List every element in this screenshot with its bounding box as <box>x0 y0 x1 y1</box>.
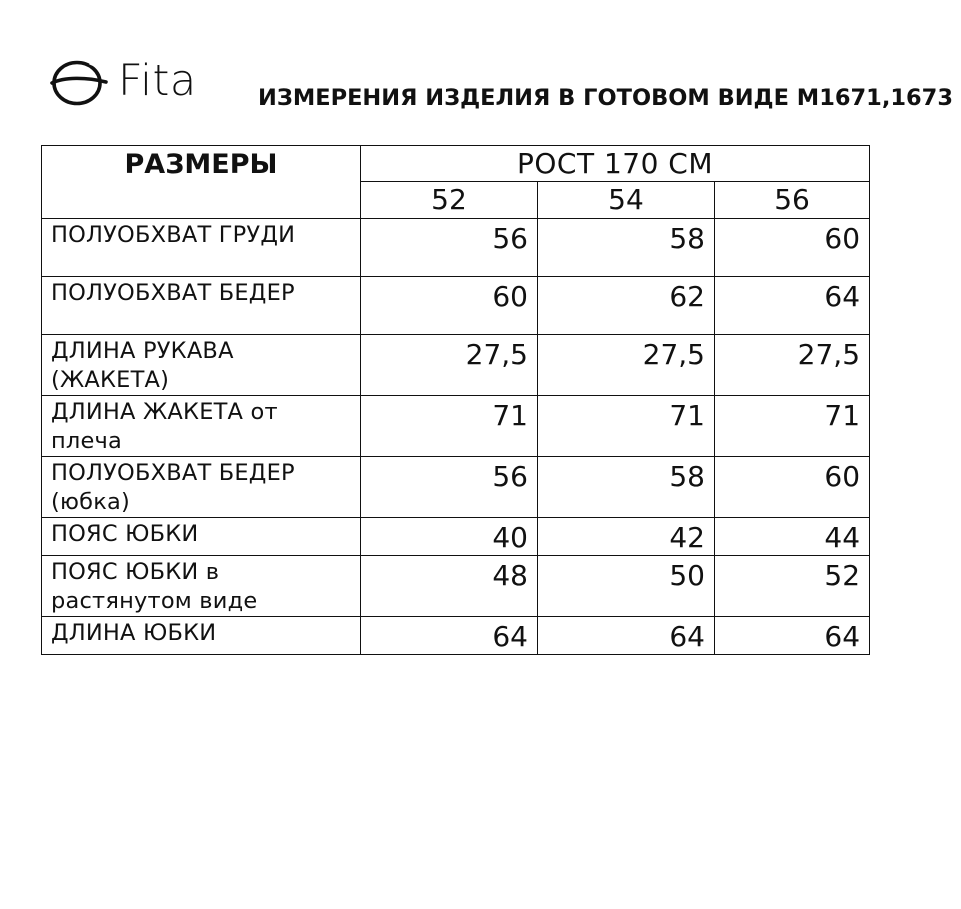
table-row <box>42 457 870 518</box>
brand-logo <box>50 56 210 108</box>
measurement-value: 60 <box>715 457 870 518</box>
measurement-value: 58 <box>538 219 715 277</box>
document-title: ИЗМЕРЕНИЯ ИЗДЕЛИЯ В ГОТОВОМ ВИДЕ М1671,1673 <box>258 85 953 111</box>
size-column-header: 52 <box>361 182 538 219</box>
size-column-header: 56 <box>715 182 870 219</box>
table-row <box>42 219 870 277</box>
measurement-value: 27,5 <box>538 335 715 396</box>
measurement-name: ПОЯС ЮБКИ <box>42 518 361 556</box>
table-row <box>42 617 870 655</box>
size-column-header: 54 <box>538 182 715 219</box>
measurement-value: 71 <box>361 396 538 457</box>
measurement-value: 52 <box>715 556 870 617</box>
table-row <box>42 556 870 617</box>
measurement-value: 71 <box>715 396 870 457</box>
height-header: РОСТ 170 СМ <box>361 146 870 182</box>
measurement-value: 64 <box>538 617 715 655</box>
measurement-value: 50 <box>538 556 715 617</box>
measurement-name: ПОЛУОБХВАТ ГРУДИ <box>42 219 361 277</box>
measurement-name: ПОЛУОБХВАТ БЕДЕР (юбка) <box>42 457 361 518</box>
measurement-value: 58 <box>538 457 715 518</box>
measurement-value: 40 <box>361 518 538 556</box>
measurement-value: 60 <box>715 219 870 277</box>
measurement-value: 64 <box>361 617 538 655</box>
measurement-value: 27,5 <box>361 335 538 396</box>
measurement-name: ПОЯС ЮБКИ в растянутом виде <box>42 556 361 617</box>
measurement-name: ДЛИНА ЖАКЕТА от плеча <box>42 396 361 457</box>
table-row <box>42 335 870 396</box>
measurement-value: 62 <box>538 277 715 335</box>
measurement-value: 71 <box>538 396 715 457</box>
measurement-name: ДЛИНА ЮБКИ <box>42 617 361 655</box>
measurement-value: 56 <box>361 457 538 518</box>
table-row <box>42 277 870 335</box>
measurement-value: 56 <box>361 219 538 277</box>
measurement-value: 27,5 <box>715 335 870 396</box>
measurement-value: 64 <box>715 277 870 335</box>
measurement-value: 64 <box>715 617 870 655</box>
measurement-value: 48 <box>361 556 538 617</box>
measurement-name: ПОЛУОБХВАТ БЕДЕР <box>42 277 361 335</box>
table-row <box>42 396 870 457</box>
brand-name: Fita <box>118 56 197 106</box>
size-table <box>41 145 870 655</box>
fita-logo-icon <box>50 56 108 108</box>
measurement-value: 60 <box>361 277 538 335</box>
measurement-value: 42 <box>538 518 715 556</box>
sizes-header: РАЗМЕРЫ <box>42 146 361 219</box>
measurement-value: 44 <box>715 518 870 556</box>
table-row <box>42 518 870 556</box>
measurement-name: ДЛИНА РУКАВА (ЖАКЕТА) <box>42 335 361 396</box>
